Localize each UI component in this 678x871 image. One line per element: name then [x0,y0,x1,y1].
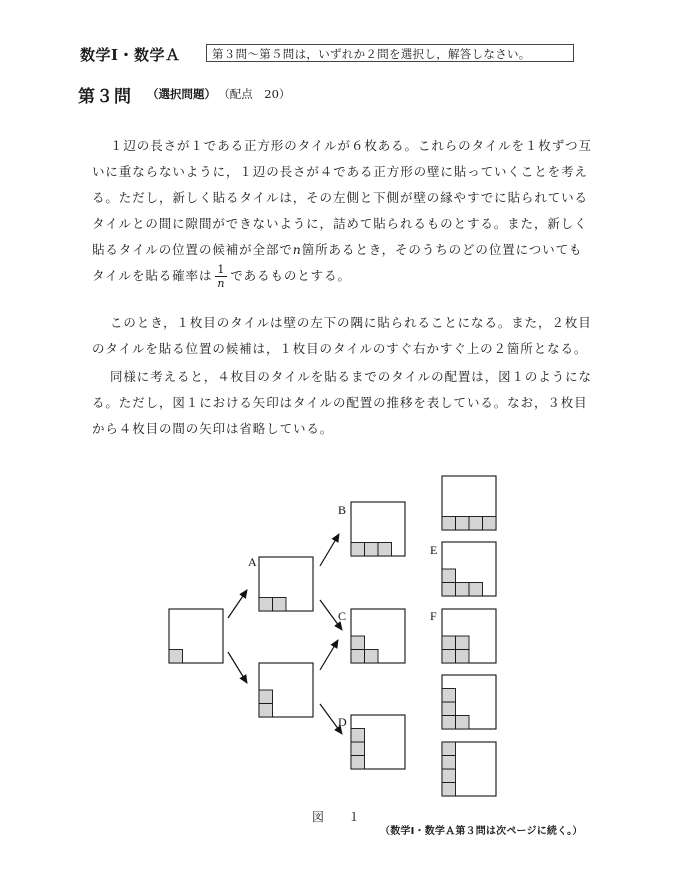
fraction-denominator: n [217,277,226,290]
board-A [259,557,313,611]
tile [442,742,456,756]
p3-text: 同様に考えると，４枚目のタイルを貼るまでのタイルの配置は，図１のようになる。ただし，図１における矢印はタイルの配置の推移を表している。なお，３枚目から４枚目の間の矢印は省略している。 [92,369,592,436]
tile [365,543,379,557]
label-D: D [338,715,347,729]
label-A: A [248,555,257,569]
tile [456,583,470,597]
board-C [351,609,405,663]
tile [442,756,456,770]
arrow-start-to-lower2 [228,652,247,683]
subject-title: 数学Ⅰ・数学Ａ [80,46,181,64]
tile [259,690,273,704]
tile [169,650,183,664]
tile [351,636,365,650]
question-title: 第３問 [78,87,132,107]
figure-1-diagram [0,460,678,800]
p1-text-a: １辺の長さが１である正方形のタイルが６枚ある。これらのタイルを１枚ずつ互いに重ならないように，１辺の長さが４である正方形の壁に貼っていくことを考える。ただし，新しく貼るタイルは，その左側と下側が壁の縁やすでに貼られているタイルとの間に隙間ができないように，詰めて貼られるものとする。また，新しく貼るタイルの位置の候補が全部で [92,138,592,257]
tile [442,583,456,597]
fraction-numerator: 1 [217,263,226,276]
tile [442,517,456,531]
selection-note: （選択問題） [147,87,216,101]
tile [456,716,470,730]
p1-text-c: であるものとする。 [230,268,351,283]
label-C: C [338,609,347,623]
paragraph-3 [92,364,592,442]
board-r1 [442,476,496,530]
board-B [351,502,405,556]
board-E [442,542,496,596]
tile [442,783,456,797]
label-F: F [430,609,437,623]
board-D [351,715,405,769]
n-variable: n [292,242,302,257]
tile [456,636,470,650]
tile [259,704,273,718]
tile [442,769,456,783]
tile [442,689,456,703]
board-r4 [442,675,496,729]
tile [456,517,470,531]
arrow-start-to-A [228,590,247,618]
tile [469,583,483,597]
tile [351,650,365,664]
tile [378,543,392,557]
tile [442,650,456,664]
tile [442,636,456,650]
points-note: （配点 20） [224,87,291,101]
tile [442,702,456,716]
p2-text: このとき，１枚目のタイルは壁の左下の隅に貼られることになる。また，２枚目のタイルを貼る位置の候補は，１枚目のタイルのすぐ右かすぐ上の２箇所となる。 [92,315,592,356]
paragraph-2 [92,310,592,362]
tile [469,517,483,531]
tile [351,742,365,756]
footer-note: （数学Ⅰ・数学Ａ第３問は次ページに続く。） [380,826,583,837]
arrow-A-to-B [320,534,339,566]
p1-text-b: 箇所あるとき，そのうちのどの位置についてもタイルを貼る確率は [92,242,583,283]
figure-caption: 図 １ [312,810,367,824]
fraction-1-over-n [215,263,227,290]
tile [483,517,497,531]
board-start [169,609,223,663]
tile [259,598,273,612]
tile [456,650,470,664]
label-B: B [338,503,347,517]
board-lower2 [259,663,313,717]
tile [442,569,456,583]
tile [365,650,379,664]
tile [351,543,365,557]
board-F [442,609,496,663]
board-r5 [442,742,496,796]
tile [351,729,365,743]
tile [442,716,456,730]
arrow-lower2-to-C [320,640,338,670]
paragraph-1 [92,133,592,290]
question-subtitle [147,86,290,102]
instruction-box: 第３問～第５問は，いずれか２問を選択し，解答しなさい。 [206,44,574,62]
label-E: E [430,543,438,557]
tile [273,598,287,612]
tile [351,756,365,770]
